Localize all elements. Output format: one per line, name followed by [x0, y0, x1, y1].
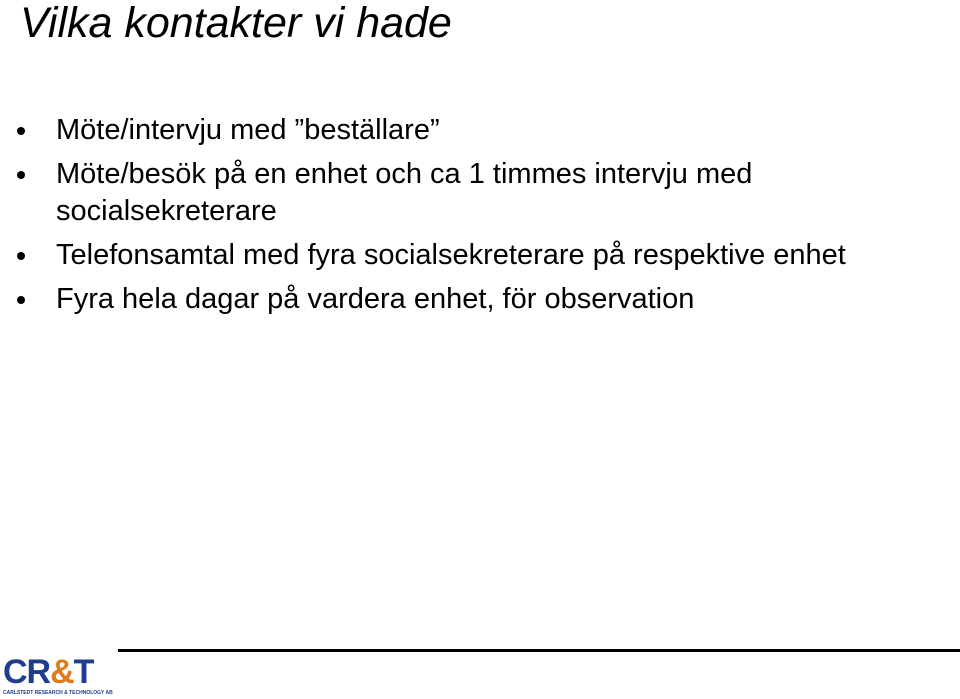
bullet-text: Telefonsamtal med fyra socialsekreterare på respektive enhet — [56, 239, 846, 271]
bullet-dot-icon — [17, 127, 25, 135]
bullet-item — [0, 281, 960, 318]
bullet-dot-icon — [17, 171, 25, 179]
logo-mark-right: T — [73, 653, 94, 691]
bullet-item — [0, 237, 960, 274]
logo-subtitle: CARLSTEDT RESEARCH & TECHNOLOGY AB — [3, 690, 113, 696]
logo-mark — [3, 653, 117, 691]
bullet-text: Möte/intervju med ”beställare” — [56, 114, 440, 146]
footer-divider — [118, 649, 960, 652]
bullet-dot-icon — [17, 252, 25, 260]
bullet-item — [0, 156, 960, 230]
bullet-dot-icon — [17, 296, 25, 304]
logo-mark-left: CR — [3, 653, 51, 691]
bullet-text: Möte/besök på en enhet och ca 1 timmes intervju med socialsekreterare — [56, 158, 753, 227]
slide-title: Vilka kontakter vi hade — [20, 0, 452, 47]
company-logo — [3, 653, 117, 698]
bullet-text: Fyra hela dagar på vardera enhet, för observation — [56, 283, 695, 315]
logo-mark-amp: & — [50, 653, 74, 691]
bullet-item — [0, 112, 960, 149]
bullet-list — [0, 112, 960, 325]
